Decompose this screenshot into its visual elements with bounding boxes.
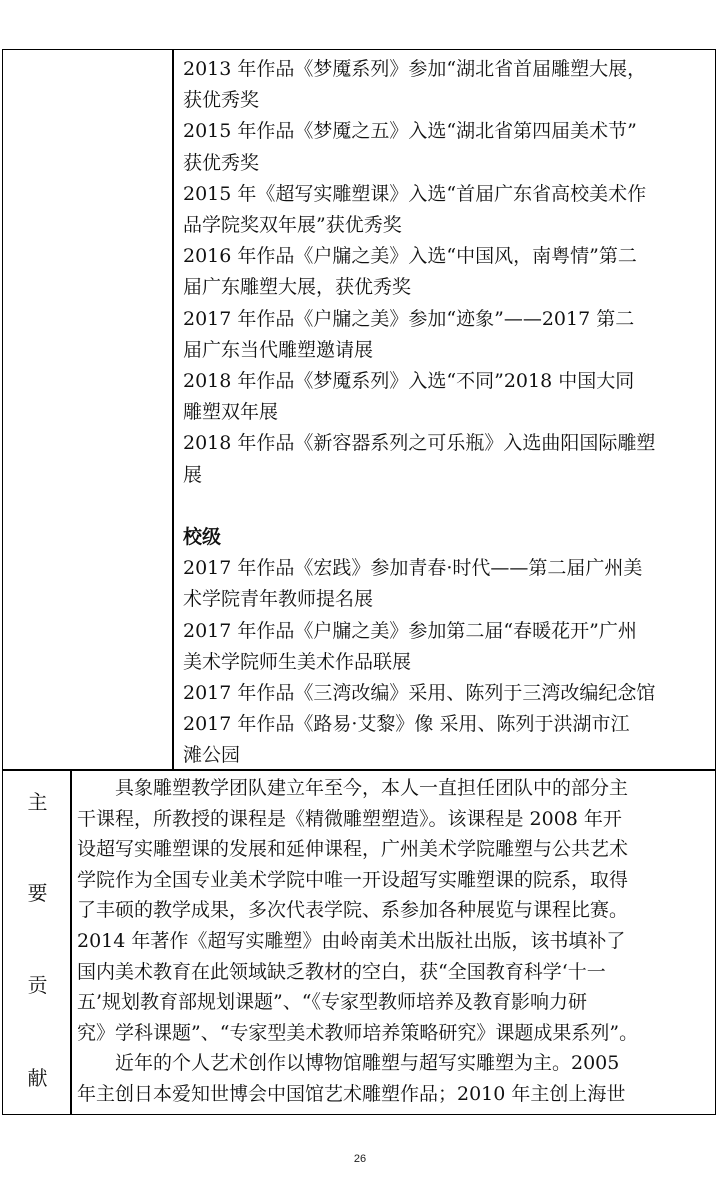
contribution-line: 具象雕塑教学团队建立年至今，本人一直担任团队中的部分主 [77,777,629,799]
contribution-line: 了丰硕的教学成果，多次代表学院、系参加各种展览与课程比赛。 [77,899,629,921]
school-award-line: 2017 年作品《户牖之美》参加第二届“春暖花开”广州 [183,620,637,642]
award-line: 届广东雕塑大展，获优秀奖 [183,276,412,298]
school-award-line: 2017 年作品《路易·艾黎》像 采用、陈列于洪湖市江 [183,713,630,735]
contribution-line: 五’规划教育部规划课题”、“《专家型教师培养及教育影响力研 [77,991,587,1013]
label-char-3: 贡 [27,973,48,997]
award-line: 雕塑双年展 [183,401,279,423]
school-award-line: 2017 年作品《宏践》参加青春·时代——第二届广州美 [183,557,643,579]
contribution-line: 2014 年著作《超写实雕塑》由岭南美术出版社出版，该书填补了 [77,930,626,952]
contribution-line: 设超写实雕塑课的发展和延伸课程，广州美术学院雕塑与公共艺术 [77,838,629,860]
award-line: 2015 年《超写实雕塑课》入选“首届广东省高校美术作 [183,183,647,205]
label-char-2: 要 [27,881,48,905]
award-line: 届广东当代雕塑邀请展 [183,339,374,361]
school-award-line: 滩公园 [183,744,241,766]
award-line: 2017 年作品《户牖之美》参加“迹象”——2017 第二 [183,308,635,330]
contribution-label-cell [2,769,72,1115]
award-line: 展 [183,464,203,486]
contribution-line: 干课程，所教授的课程是《精微雕塑塑造》。该课程是 2008 年开 [77,808,622,830]
contribution-line: 究》学科课题”、“专家型美术教师培养策略研究》课题成果系列”。 [77,1022,639,1044]
school-award-line: 2017 年作品《三湾改编》采用、陈列于三湾改编纪念馆 [183,682,656,704]
contribution-cell [70,769,716,1115]
award-line: 2015 年作品《梦魇之五》入选“湖北省第四届美术节” [183,120,637,142]
school-award-line: 美术学院师生美术作品联展 [183,651,412,673]
school-award-line: 术学院青年教师提名展 [183,588,374,610]
award-line: 2018 年作品《梦魇系列》入选“不同”2018 中国大同 [183,370,635,392]
award-line: 2016 年作品《户牖之美》入选“中国风，南粤情”第二 [183,245,637,267]
upper-left-empty-cell [2,49,174,771]
contribution-line: 学院作为全国专业美术学院中唯一开设超写实雕塑课的院系，取得 [77,869,629,891]
award-line: 品学院奖双年展”获优秀奖 [183,214,402,236]
school-level-heading: 校级 [183,526,222,548]
award-line: 获优秀奖 [183,152,260,174]
page-number: 26 [353,1153,367,1165]
contribution-line: 近年的个人艺术创作以博物馆雕塑与超写实雕塑为主。2005 [77,1052,620,1074]
awards-cell [172,49,716,771]
contribution-line: 国内美术教育在此领域缺乏教材的空白，获“全国教育科学‘十一 [77,961,606,983]
award-line: 2018 年作品《新容器系列之可乐瓶》入选曲阳国际雕塑 [183,432,656,454]
label-char-1: 主 [27,790,48,814]
label-char-4: 献 [27,1066,48,1090]
award-line: 2013 年作品《梦魇系列》参加“湖北省首届雕塑大展， [183,58,647,80]
award-line: 获优秀奖 [183,89,260,111]
contribution-line: 年主创日本爱知世博会中国馆艺术雕塑作品；2010 年主创上海世 [77,1083,626,1105]
